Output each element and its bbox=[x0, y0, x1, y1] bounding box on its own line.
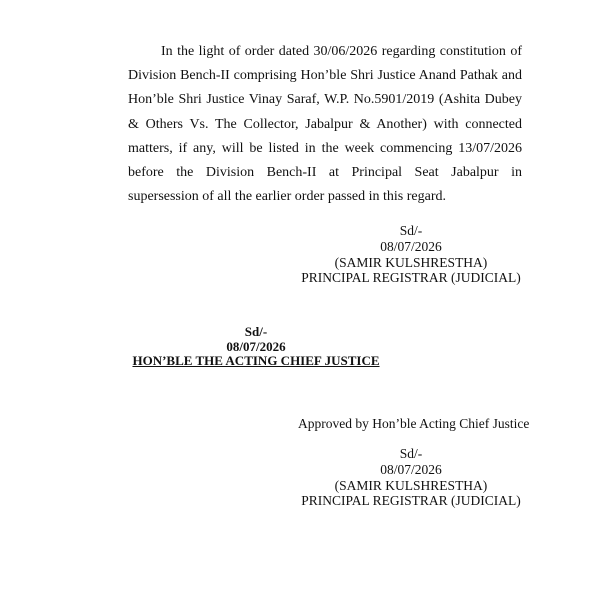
sd-mark: Sd/- bbox=[399, 223, 423, 238]
signatory-name: (SAMIR KULSHRESTHA) bbox=[334, 477, 488, 493]
approval-note: Approved by Hon’ble Acting Chief Justice bbox=[298, 416, 530, 431]
registrar-signature-block-2 bbox=[300, 446, 522, 509]
order-paragraph: In the light of order dated 30/06/2026 regarding constitution of Division Bench-II comprising Hon’ble Shri Justice Anand Pathak and Hon’ble Shri Justice Vinay Saraf, W.P. No.5901/2019 (Ashita Dubey & Others Vs. The Collector, Jabalpur & Another) with connected matters, if any, will be listed in the week commencing 13/07/2026 before the Division Bench-II at Principal Seat Jabalpur in supersession of all the earlier order passed in this regard. bbox=[128, 44, 522, 205]
sd-mark: Sd/- bbox=[399, 446, 423, 461]
chief-justice-signature-block bbox=[128, 325, 384, 369]
signature-date: 08/07/2026 bbox=[380, 461, 442, 477]
signatory-designation: PRINCIPAL REGISTRAR (JUDICIAL) bbox=[301, 270, 521, 286]
sd-mark: Sd/- bbox=[244, 324, 268, 339]
registrar-signature-block-1 bbox=[300, 223, 522, 286]
signature-date: 08/07/2026 bbox=[226, 338, 286, 354]
signatory-designation: PRINCIPAL REGISTRAR (JUDICIAL) bbox=[301, 493, 521, 509]
signature-date: 08/07/2026 bbox=[380, 238, 442, 254]
chief-justice-title: HON’BLE THE ACTING CHIEF JUSTICE bbox=[132, 353, 380, 368]
signatory-name: (SAMIR KULSHRESTHA) bbox=[334, 254, 488, 270]
